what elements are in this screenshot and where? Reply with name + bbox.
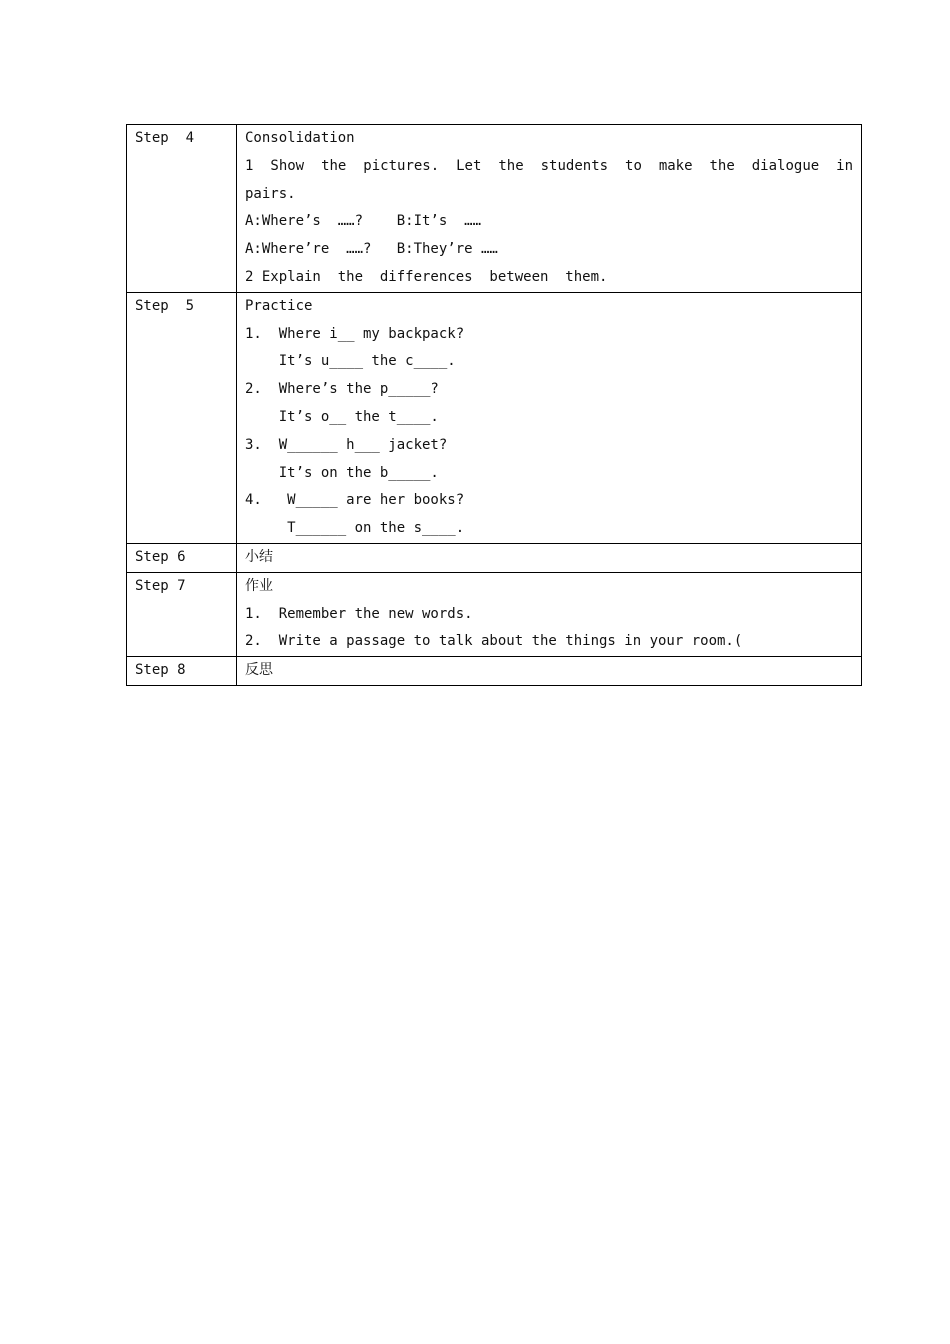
homework-item: 2. Write a passage to talk about the things in your room.( <box>245 633 743 650</box>
table-row <box>127 572 862 656</box>
step-content-cell <box>237 543 862 572</box>
step-label: Step 6 <box>135 548 186 565</box>
step-label: Step 5 <box>135 297 195 314</box>
exercise-question: 1. Where i__ my backpack? <box>245 325 465 342</box>
content-line: A:Where’s ……? B:It’s …… <box>245 213 482 230</box>
section-heading: Practice <box>245 297 313 314</box>
lesson-plan-table <box>126 124 862 686</box>
exercise-answer: It’s o__ the t____. <box>245 408 439 425</box>
section-heading: 反思 <box>245 662 273 679</box>
step-content-cell <box>237 125 862 293</box>
step-content-cell <box>237 657 862 686</box>
exercise-answer: It’s u____ the c____. <box>245 353 456 370</box>
exercise-answer: T______ on the s____. <box>245 520 465 537</box>
step-label: Step 4 <box>135 130 195 146</box>
step-label-cell <box>127 572 237 656</box>
step-label-cell <box>127 125 237 293</box>
step-label: Step 8 <box>135 662 186 679</box>
table-row <box>127 657 862 686</box>
content-line: pairs. <box>245 185 296 202</box>
exercise-question: 2. Where’s the p_____? <box>245 381 439 398</box>
step-label: Step 7 <box>135 577 186 594</box>
homework-item: 1. Remember the new words. <box>245 605 473 622</box>
section-heading: 作业 <box>245 577 273 594</box>
exercise-question: 3. W______ h___ jacket? <box>245 436 448 453</box>
step-label-cell <box>127 657 237 686</box>
table-row <box>127 543 862 572</box>
table-row <box>127 292 862 543</box>
table-row <box>127 125 862 293</box>
content-line: 2 Explain the differences between them. <box>245 268 608 285</box>
step-content-cell <box>237 572 862 656</box>
content-line: A:Where’re ……? B:They’re …… <box>245 241 498 258</box>
step-label-cell <box>127 292 237 543</box>
section-heading: 小结 <box>245 548 273 565</box>
content-line: 1 Show the pictures. Let the students to make the dialogue in <box>245 157 853 174</box>
section-heading: Consolidation <box>245 130 355 146</box>
step-content-cell <box>237 292 862 543</box>
step-label-cell <box>127 543 237 572</box>
exercise-answer: It’s on the b_____. <box>245 464 439 481</box>
exercise-question: 4. W_____ are her books? <box>245 492 465 509</box>
